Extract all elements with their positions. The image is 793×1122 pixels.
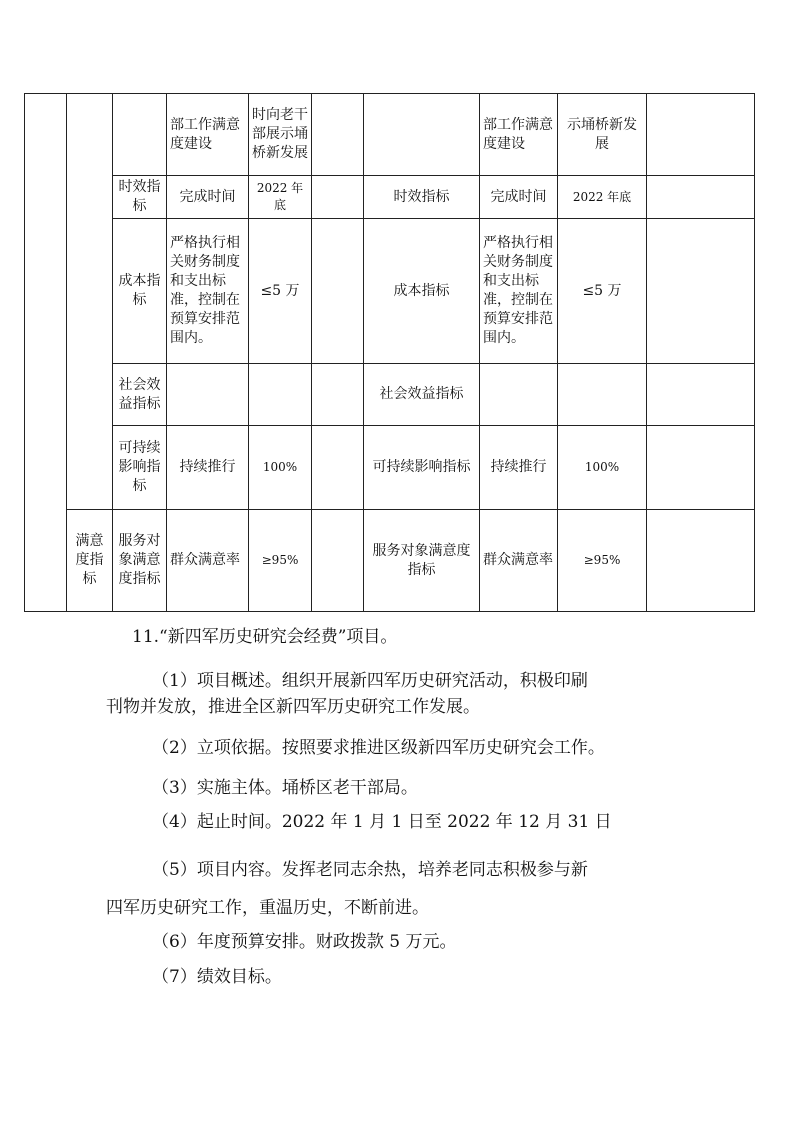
table-cell-blank xyxy=(249,364,312,426)
table-cell-blank xyxy=(67,94,113,510)
table-cell-blank xyxy=(167,364,249,426)
indicator-cell: 可持续影响指标 xyxy=(364,426,480,510)
value-cell: 2022 年底 xyxy=(558,176,647,219)
table-cell-blank xyxy=(647,219,755,364)
item-cell: 完成时间 xyxy=(480,176,558,219)
item-cell: 完成时间 xyxy=(167,176,249,219)
table-cell-blank xyxy=(364,94,480,176)
table-cell-blank xyxy=(480,364,558,426)
item-cell: 持续推行 xyxy=(480,426,558,510)
value-cell: 2022 年底 xyxy=(249,176,312,219)
indicator-cell: 成本指标 xyxy=(364,219,480,364)
table-row xyxy=(25,426,755,510)
value-cell: 100% xyxy=(558,426,647,510)
paragraph: （4）起止时间。2022 年 1 月 1 日至 2022 年 12 月 31 日 xyxy=(152,812,612,832)
paragraph: （1）项目概述。组织开展新四军历史研究活动，积极印刷 xyxy=(152,671,588,691)
item-cell: 群众满意率 xyxy=(167,510,249,612)
table-cell-blank xyxy=(312,176,364,219)
indicator-cell: 社会效益指标 xyxy=(364,364,480,426)
value-cell: ≥95% xyxy=(249,510,312,612)
table-cell-blank xyxy=(25,94,67,612)
table-cell-blank xyxy=(647,94,755,176)
indicator-cell: 服务对象满意度指标 xyxy=(113,510,167,612)
paragraph: （6）年度预算安排。财政拨款 5 万元。 xyxy=(152,932,457,952)
performance-table xyxy=(24,93,755,612)
paragraph: （7）绩效目标。 xyxy=(152,967,282,987)
value-cell: 100% xyxy=(249,426,312,510)
value-cell: ≤5 万 xyxy=(249,219,312,364)
table-cell-blank xyxy=(647,426,755,510)
table-cell-blank xyxy=(113,94,167,176)
table-cell-blank xyxy=(312,510,364,612)
item-cell: 严格执行相关财务制度和支出标准，控制在预算安排范围内。 xyxy=(167,219,249,364)
paragraph: 四军历史研究工作，重温历史，不断前进。 xyxy=(106,898,429,918)
table-cell-blank xyxy=(647,364,755,426)
table-cell-blank xyxy=(312,219,364,364)
table-row xyxy=(25,364,755,426)
table-row xyxy=(25,94,755,176)
table-row xyxy=(25,219,755,364)
paragraph: （2）立项依据。按照要求推进区级新四军历史研究会工作。 xyxy=(152,738,605,758)
indicator-cell: 服务对象满意度指标 xyxy=(364,510,480,612)
table-row xyxy=(25,510,755,612)
paragraph: （3）实施主体。埇桥区老干部局。 xyxy=(152,778,418,798)
indicator-cell: 可持续影响指标 xyxy=(113,426,167,510)
table-cell-blank xyxy=(647,176,755,219)
value-cell: 示埇桥新发展 xyxy=(558,94,647,176)
value-cell: ≥95% xyxy=(558,510,647,612)
table-cell-blank xyxy=(558,364,647,426)
paragraph: （5）项目内容。发挥老同志余热，培养老同志积极参与新 xyxy=(152,860,588,880)
table-cell-blank xyxy=(312,426,364,510)
item-cell: 严格执行相关财务制度和支出标准，控制在预算安排范围内。 xyxy=(480,219,558,364)
section-heading: 11.“新四军历史研究会经费”项目。 xyxy=(132,627,398,647)
table-cell-blank xyxy=(647,510,755,612)
indicator-cell: 成本指标 xyxy=(113,219,167,364)
item-cell: 部工作满意度建设 xyxy=(480,94,558,176)
indicator-cell: 时效指标 xyxy=(364,176,480,219)
table-cell-blank xyxy=(312,364,364,426)
item-cell: 持续推行 xyxy=(167,426,249,510)
table-cell-blank xyxy=(312,94,364,176)
item-cell: 群众满意率 xyxy=(480,510,558,612)
table-row xyxy=(25,176,755,219)
indicator-cell: 社会效益指标 xyxy=(113,364,167,426)
value-cell: 时向老干部展示埇桥新发展 xyxy=(249,94,312,176)
item-cell: 部工作满意度建设 xyxy=(167,94,249,176)
value-cell: ≤5 万 xyxy=(558,219,647,364)
paragraph: 刊物并发放，推进全区新四军历史研究工作发展。 xyxy=(106,697,480,717)
indicator-cell: 时效指标 xyxy=(113,176,167,219)
category-cell: 满意度指标 xyxy=(67,510,113,612)
